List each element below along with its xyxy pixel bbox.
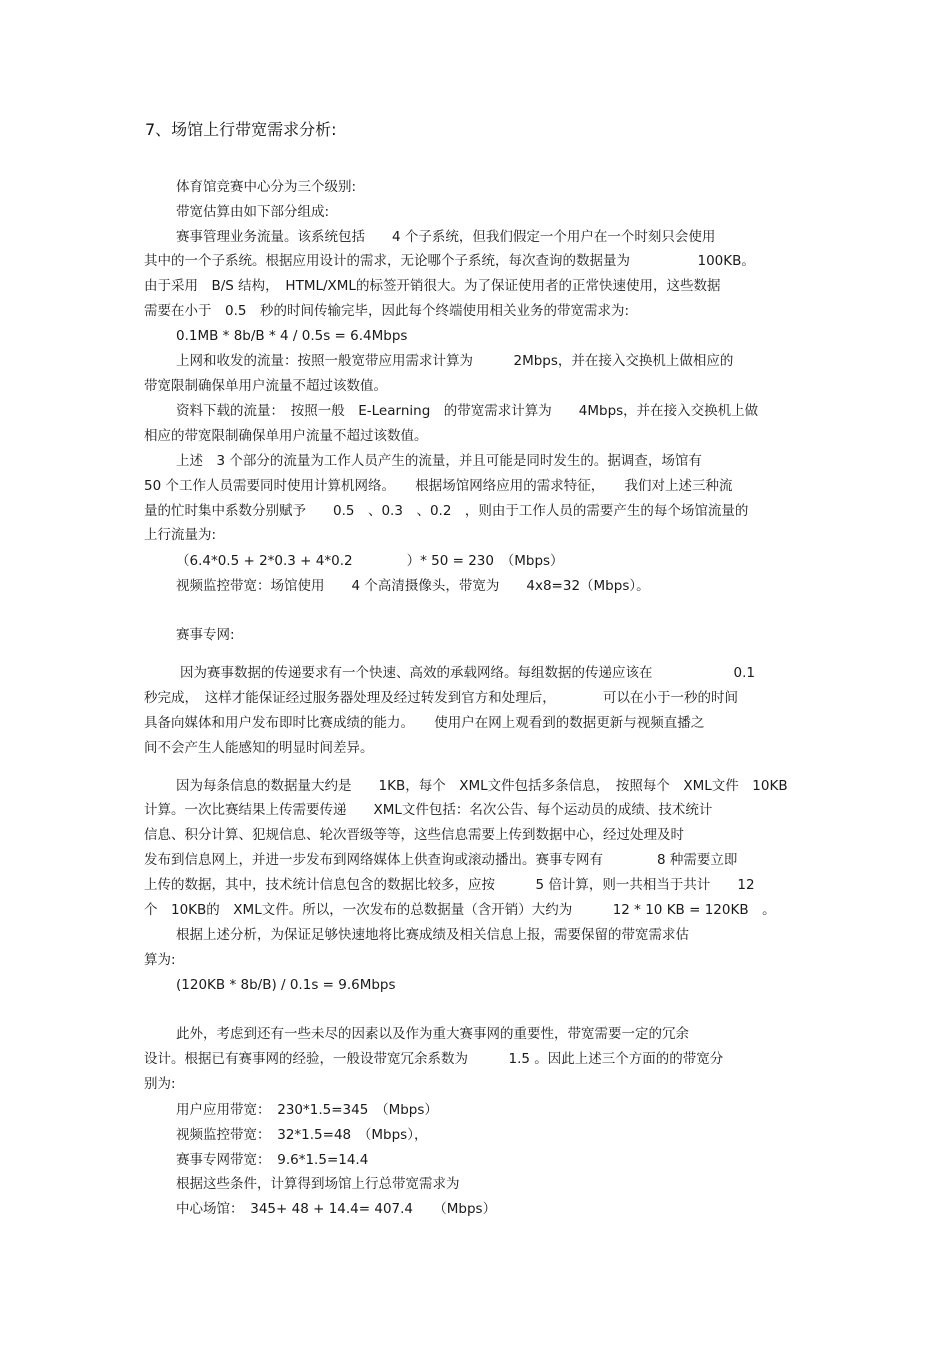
paragraph-line: 计算。一次比赛结果上传需要传递 XML文件包括：名次公告、每个运动员的成绩、技术统计 bbox=[144, 802, 713, 818]
paragraph-line: 上传的数据，其中，技术统计信息包含的数据比较多，应按 5 倍计算，则一共相当于共计 12 bbox=[144, 877, 755, 893]
paragraph-line: 带宽估算由如下部分组成: bbox=[176, 204, 330, 220]
paragraph-line: 资料下载的流量： 按照一般 E-Learning 的带宽需求计算为 4Mbps，并在接入交换机上做 bbox=[176, 403, 759, 419]
paragraph-line: 上述 3 个部分的流量为工作人员产生的流量，并且可能是同时发生的。据调查，场馆有 bbox=[176, 453, 702, 469]
paragraph-line: 设计。根据已有赛事网的经验，一般设带宽冗余系数为 1.5 。因此上述三个方面的的带宽分 bbox=[144, 1051, 724, 1067]
section-heading: 7、场馆上行带宽需求分析: bbox=[145, 120, 337, 139]
paragraph-line: 上行流量为: bbox=[144, 527, 217, 543]
paragraph-line: 根据上述分析，为保证足够快速地将比赛成绩及相关信息上报，需要保留的带宽需求估 bbox=[176, 927, 689, 943]
paragraph-line: 其中的一个子系统。根据应用设计的需求，无论哪个子系统，每次查询的数据量为 100KB。 bbox=[144, 253, 755, 269]
paragraph-line: 视频监控带宽：场馆使用 4 个高清摄像头，带宽为 4x8=32（Mbps）。 bbox=[176, 578, 650, 594]
formula-line: 赛事专网带宽： 9.6*1.5=14.4 bbox=[176, 1152, 369, 1168]
paragraph-line: 需要在小于 0.5 秒的时间传输完毕，因此每个终端使用相关业务的带宽需求为: bbox=[144, 303, 630, 319]
formula-line: 中心场馆： 345+ 48 + 14.4= 407.4 （Mbps） bbox=[176, 1201, 497, 1217]
paragraph-line: 相应的带宽限制确保单用户流量不超过该数值。 bbox=[144, 428, 428, 444]
paragraph-line: 50 个工作人员需要同时使用计算机网络。 根据场馆网络应用的需求特征， 我们对上述三种流 bbox=[144, 478, 733, 494]
paragraph-line: 根据这些条件，计算得到场馆上行总带宽需求为 bbox=[176, 1176, 460, 1192]
formula-line: (120KB * 8b/B) / 0.1s = 9.6Mbps bbox=[176, 977, 396, 993]
formula-line: 视频监控带宽： 32*1.5=48 （Mbps）， bbox=[176, 1127, 428, 1143]
formula-line: （6.4*0.5 + 2*0.3 + 4*0.2 ）* 50 = 230 （Mbps） bbox=[176, 553, 564, 569]
paragraph-line: 具备向媒体和用户发布即时比赛成绩的能力。 使用户在网上观看到的数据更新与视频直播之 bbox=[144, 715, 705, 731]
paragraph-line: 算为: bbox=[144, 952, 176, 968]
paragraph-line: 因为每条信息的数据量大约是 1KB，每个 XML文件包括多条信息， 按照每个 XML文件 10KB bbox=[176, 778, 788, 794]
paragraph-line: 上网和收发的流量：按照一般宽带应用需求计算为 2Mbps，并在接入交换机上做相应的 bbox=[176, 353, 734, 369]
paragraph-line: 信息、积分计算、犯规信息、轮次晋级等等，这些信息需要上传到数据中心，经过处理及时 bbox=[144, 827, 684, 843]
paragraph-line: 赛事管理业务流量。该系统包括 4 个子系统，但我们假定一个用户在一个时刻只会使用 bbox=[176, 229, 716, 245]
paragraph-line: 发布到信息网上，并进一步发布到网络媒体上供查询或滚动播出。赛事专网有 8 种需要立即 bbox=[144, 852, 738, 868]
formula-line: 用户应用带宽： 230*1.5=345 （Mbps） bbox=[176, 1102, 438, 1118]
paragraph-line: 由于采用 B/S 结构， HTML/XML的标签开销很大。为了保证使用者的正常快速使用，这些数据 bbox=[144, 278, 721, 294]
paragraph-line: 体育馆竞赛中心分为三个级别: bbox=[176, 179, 357, 195]
subsection-title: 赛事专网: bbox=[176, 627, 235, 643]
paragraph-line: 秒完成， 这样才能保证经过服务器处理及经过转发到官方和处理后， 可以在小于一秒的时间 bbox=[144, 690, 738, 706]
formula-line: 0.1MB * 8b/B * 4 / 0.5s = 6.4Mbps bbox=[176, 328, 408, 344]
paragraph-line: 量的忙时集中系数分别赋予 0.5 、0.3 、0.2 ，则由于工作人员的需要产生的每个场馆流量的 bbox=[144, 503, 749, 519]
paragraph-line: 此外，考虑到还有一些未尽的因素以及作为重大赛事网的重要性，带宽需要一定的冗余 bbox=[176, 1026, 689, 1042]
paragraph-line: 因为赛事数据的传递要求有一个快速、高效的承载网络。每组数据的传递应该在 0.1 bbox=[180, 665, 755, 681]
paragraph-line: 个 10KB的 XML文件。所以，一次发布的总数据量（含开销）大约为 12 * 10 KB = 120KB 。 bbox=[144, 902, 776, 918]
paragraph-line: 带宽限制确保单用户流量不超过该数值。 bbox=[144, 378, 387, 394]
paragraph-line: 间不会产生人能感知的明显时间差异。 bbox=[144, 740, 374, 756]
paragraph-line: 别为: bbox=[144, 1076, 176, 1092]
